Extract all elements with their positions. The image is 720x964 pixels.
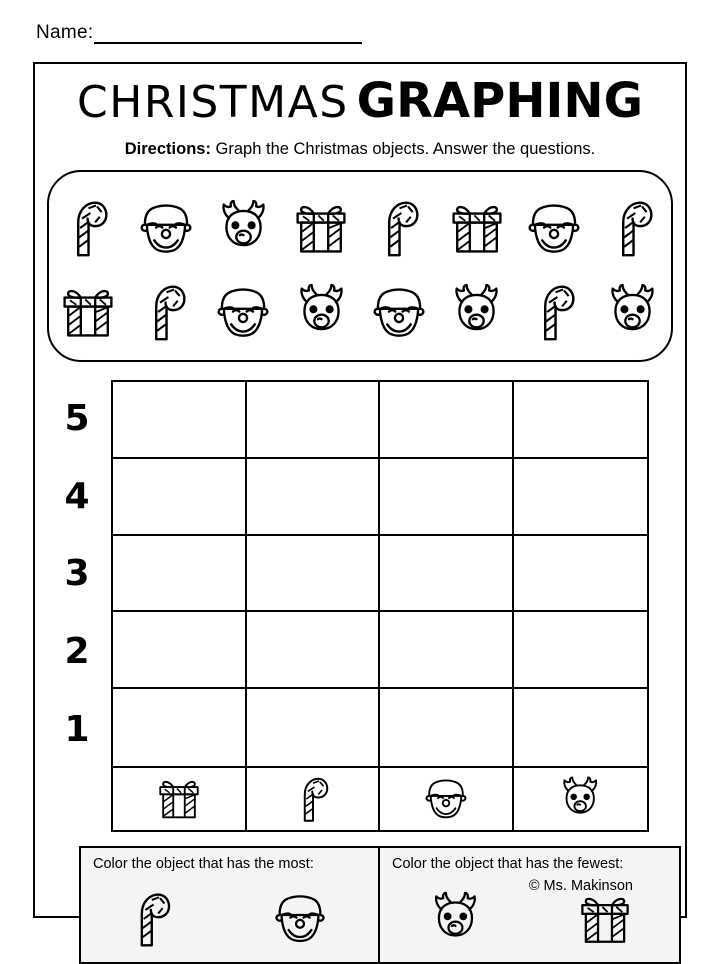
candy-cane-icon bbox=[533, 282, 576, 342]
graph-cell[interactable] bbox=[247, 459, 381, 536]
reindeer-icon bbox=[425, 890, 486, 948]
candy-cane-icon bbox=[130, 890, 172, 948]
graph-y-label-3: 3 bbox=[64, 553, 90, 595]
reindeer-icon bbox=[212, 198, 275, 258]
question-most bbox=[81, 848, 380, 962]
object-candy-cane-icon[interactable] bbox=[130, 890, 172, 948]
name-label: Name: bbox=[36, 22, 94, 43]
graph-y-axis-labels bbox=[51, 380, 103, 768]
object-santa-icon[interactable] bbox=[271, 891, 329, 946]
graph-area bbox=[64, 380, 649, 768]
graph-cell[interactable] bbox=[247, 689, 381, 766]
object-candy-cane-icon bbox=[365, 189, 433, 267]
object-reindeer-icon bbox=[598, 273, 666, 351]
object-candy-cane-icon bbox=[54, 189, 122, 267]
graph-cell[interactable] bbox=[514, 536, 648, 613]
graph-cell[interactable] bbox=[380, 536, 514, 613]
graph-cell[interactable] bbox=[247, 612, 381, 689]
question-most-choices bbox=[81, 878, 378, 960]
graph-cell[interactable] bbox=[380, 459, 514, 536]
object-reindeer-icon[interactable] bbox=[425, 890, 486, 948]
graph-cell[interactable] bbox=[380, 382, 514, 459]
graph-grid bbox=[111, 380, 649, 768]
santa-icon bbox=[213, 284, 273, 341]
copyright-footer: © Ms. Makinson bbox=[528, 878, 633, 894]
graph-y-label-1: 1 bbox=[64, 708, 90, 750]
objects-pool bbox=[47, 170, 673, 362]
directions-text: Graph the Christmas objects. Answer the questions. bbox=[215, 140, 596, 158]
object-santa-icon bbox=[365, 273, 433, 351]
object-reindeer-icon bbox=[287, 273, 355, 351]
object-reindeer-icon bbox=[443, 273, 511, 351]
graph-cell[interactable] bbox=[514, 612, 648, 689]
candy-cane-icon bbox=[377, 198, 420, 258]
reindeer-icon bbox=[555, 775, 605, 823]
santa-icon bbox=[271, 891, 329, 946]
object-present-icon bbox=[287, 189, 355, 267]
graph-y-label-5: 5 bbox=[64, 398, 90, 440]
graph-cell[interactable] bbox=[514, 382, 648, 459]
object-candy-cane-icon bbox=[520, 273, 588, 351]
directions-label: Directions: bbox=[124, 140, 211, 158]
graph-cell[interactable] bbox=[113, 536, 247, 613]
object-santa-icon bbox=[520, 189, 588, 267]
graph-cell[interactable] bbox=[380, 689, 514, 766]
candy-cane-icon bbox=[66, 198, 109, 258]
object-present-icon bbox=[443, 189, 511, 267]
object-santa-icon bbox=[209, 273, 277, 351]
graph-category-row bbox=[111, 768, 649, 832]
present-icon bbox=[447, 201, 507, 255]
graph-y-label-2: 2 bbox=[64, 631, 90, 673]
object-candy-cane-icon bbox=[598, 189, 666, 267]
objects-pool-row-2 bbox=[49, 270, 671, 354]
graph-cell[interactable] bbox=[113, 612, 247, 689]
reindeer-icon bbox=[601, 282, 664, 342]
present-icon bbox=[291, 201, 351, 255]
graph-cell[interactable] bbox=[514, 689, 648, 766]
object-present-icon bbox=[54, 273, 122, 351]
page-title bbox=[35, 73, 685, 129]
object-present-icon[interactable] bbox=[576, 893, 634, 945]
title-christmas: CHRISTMAS bbox=[77, 77, 349, 128]
title-graphing: GRAPHING bbox=[356, 73, 643, 129]
present-icon bbox=[576, 893, 634, 945]
graph-y-label-4: 4 bbox=[64, 475, 90, 517]
santa-icon bbox=[524, 200, 584, 257]
reindeer-icon bbox=[290, 282, 353, 342]
questions-section bbox=[79, 846, 681, 964]
candy-cane-icon bbox=[295, 775, 330, 823]
candy-cane-icon bbox=[144, 282, 187, 342]
graph-cell[interactable] bbox=[113, 689, 247, 766]
worksheet-frame bbox=[33, 62, 687, 918]
santa-icon bbox=[136, 200, 196, 257]
present-icon bbox=[58, 285, 118, 339]
santa-icon bbox=[422, 776, 470, 822]
name-row bbox=[36, 22, 362, 44]
santa-icon bbox=[369, 284, 429, 341]
graph-cell[interactable] bbox=[113, 382, 247, 459]
graph-cell[interactable] bbox=[113, 459, 247, 536]
graph-category-candy-cane-icon bbox=[247, 768, 381, 830]
directions bbox=[35, 140, 685, 159]
graph-category-reindeer-icon bbox=[514, 768, 648, 830]
graph-cell[interactable] bbox=[380, 612, 514, 689]
name-blank-line[interactable] bbox=[94, 25, 362, 44]
object-santa-icon bbox=[132, 189, 200, 267]
object-candy-cane-icon bbox=[132, 273, 200, 351]
graph-cell[interactable] bbox=[247, 382, 381, 459]
question-fewest bbox=[380, 848, 679, 962]
graph-cell[interactable] bbox=[247, 536, 381, 613]
graph-cell[interactable] bbox=[514, 459, 648, 536]
reindeer-icon bbox=[445, 282, 508, 342]
candy-cane-icon bbox=[611, 198, 654, 258]
objects-pool-row-1 bbox=[49, 186, 671, 270]
present-icon bbox=[155, 777, 203, 820]
question-fewest-prompt: Color the object that has the fewest: bbox=[392, 856, 624, 872]
graph-category-present-icon bbox=[113, 768, 247, 830]
question-most-prompt: Color the object that has the most: bbox=[93, 856, 314, 872]
graph-category-santa-icon bbox=[380, 768, 514, 830]
object-reindeer-icon bbox=[209, 189, 277, 267]
